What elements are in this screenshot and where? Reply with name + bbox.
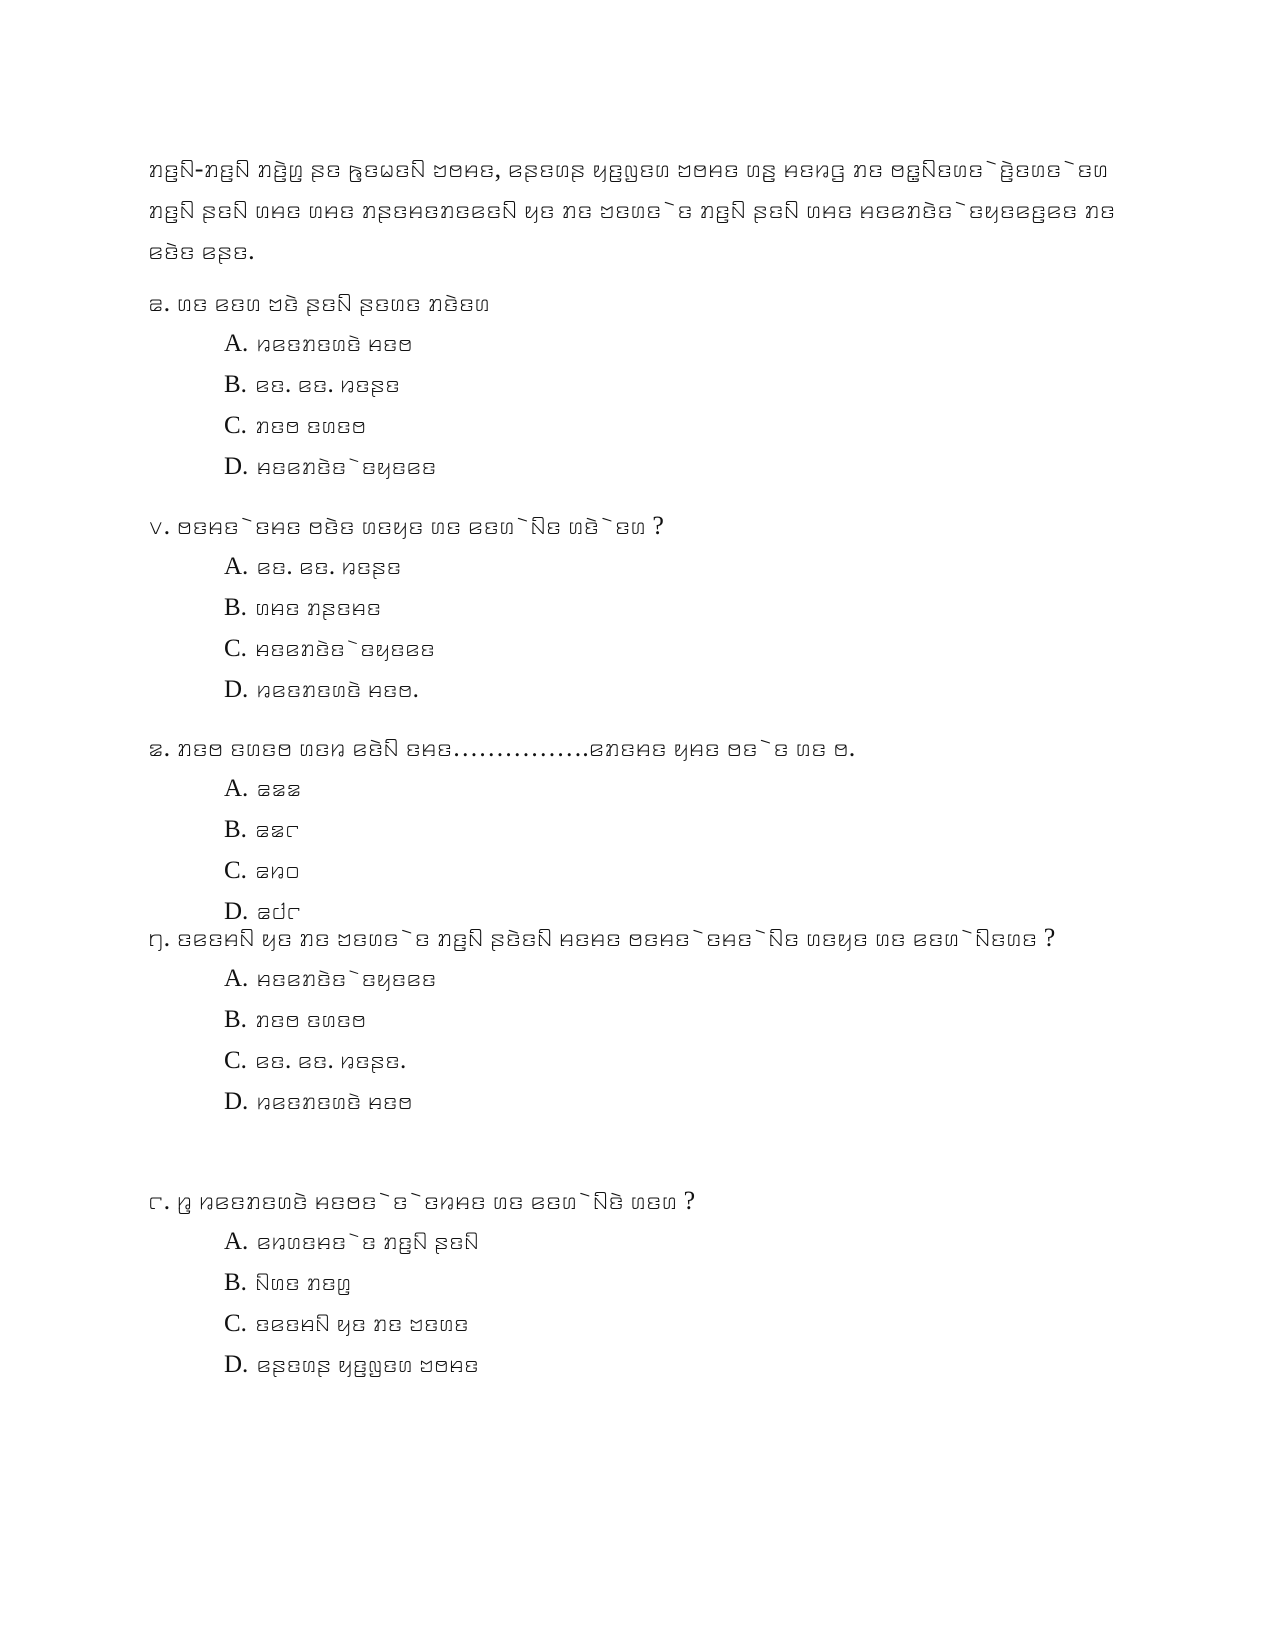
option-letter: C. xyxy=(224,1047,247,1074)
option-letter: B. xyxy=(224,371,247,398)
option-letter: B. xyxy=(224,1006,247,1033)
question-5 xyxy=(148,1180,1138,1385)
option-letter: A. xyxy=(224,330,249,357)
option-letter: D. xyxy=(224,1351,249,1378)
question-prompt: ꤥꤢꤌꤢ ꤧꤢꤌꤢ ꤥꤢꤧꤢ ꤛꤢꤟꤢ ꤛꤢ ꤕꤢꤛ ꤧꤡꤢ ꤛꤢꤧ ꤧꤢꤛ ? xyxy=(176,511,664,540)
option-letter: C. xyxy=(224,1310,247,1337)
option-text: ꤕꤙꤛꤢꤌꤢ ꤧꤢ ꤊꤢ꤬ꤡ ꤔꤢꤡ xyxy=(256,1228,479,1255)
question-3 xyxy=(148,727,1138,932)
option-text: ꤕꤢ. ꤕꤢ. ꤙꤢꤔꤢ xyxy=(256,553,402,580)
option-c xyxy=(224,405,1138,446)
option-list xyxy=(148,958,1138,1122)
question-4 xyxy=(148,917,1138,1122)
option-b xyxy=(224,809,1138,850)
option-text: ꤕꤢ. ꤕꤢ. ꤙꤢꤔꤢ. xyxy=(254,1047,407,1074)
question-number: ꤃. xyxy=(148,733,171,762)
option-a xyxy=(224,323,1138,364)
option-d xyxy=(224,1081,1138,1122)
intro-paragraph: ꤊꤢ꤬ꤡ-ꤊꤢ꤬ꤡ ꤊꤢꤧ꤬ꤛ꤬ ꤔꤢ ꤒ꤬ꤢꤗꤢꤡ ꤠꤥꤌꤢ, ꤕꤔꤢꤛꤔ ꤟꤢ꤬ꤜꤢꤛ ꤠꤥꤌꤢ ꤛꤔ꤬ ꤌꤢꤙꤞ ꤊꤢ ꤥꤢ꤭ꤡꤢꤛꤢ ꤧꤢ꤬ꤧꤢꤛꤢ ꤧꤢꤛ ꤊꤢ꤬ꤡ ꤔꤢꤡ ꤛꤌꤢ ꤛꤌꤢ ꤊꤔꤢꤌꤢꤊꤢꤕꤢꤡ ꤟꤢ ꤊꤢ ꤠꤢꤛꤢ ꤧꤢ ꤊꤢ꤬ꤡ ꤔꤢꤡ ꤛꤌꤢ ꤌꤢꤕꤊꤢꤧꤢ ꤧꤢꤟꤢꤕꤢ꤬ꤕꤢ ꤊꤢ ꤕꤢꤧꤢ ꤕꤔꤢ. xyxy=(148,154,1116,265)
question-prompt: ꤢꤕꤢꤌꤡ ꤟꤢ ꤊꤢ ꤠꤢꤛꤢ ꤧꤢ ꤊꤢ꤬ꤡ ꤔꤢꤧꤢꤡ ꤌꤢꤌꤢ ꤥꤢꤌꤢ ꤧꤢꤌꤢ ꤧꤡꤢ ꤛꤢꤟꤢ ꤛꤢ ꤕꤢꤛ ꤧꤡꤢꤛꤢ ? xyxy=(176,923,1056,952)
option-text: ꤁꤃꤃ xyxy=(256,775,302,802)
option-text: ꤙꤕꤢꤊꤢꤛꤢꤧ ꤌꤢꤥ xyxy=(256,330,413,357)
option-text: ꤕꤔꤢꤛꤔ ꤟꤢ꤬ꤜꤢꤛ ꤠꤥꤌꤢ xyxy=(256,1351,479,1378)
option-a xyxy=(224,546,1138,587)
option-list xyxy=(148,323,1138,487)
option-c xyxy=(224,1040,1138,1081)
question-number: ꤄. xyxy=(148,923,171,952)
option-text: ꤙꤕꤢꤊꤢꤛꤢꤧ ꤌꤢꤥ. xyxy=(256,676,419,703)
option-d xyxy=(224,669,1138,710)
option-letter: B. xyxy=(224,594,247,621)
option-list xyxy=(148,1221,1138,1385)
question-text xyxy=(148,282,1138,323)
option-letter: C. xyxy=(224,857,247,884)
option-text: ꤊꤢꤥ ꤢꤛꤢꤥ xyxy=(254,412,367,439)
question-text xyxy=(148,727,1138,768)
option-text: ꤁꤆꤀ xyxy=(254,857,300,884)
option-letter: D. xyxy=(224,676,249,703)
option-text: ꤊꤢꤥ ꤢꤛꤢꤥ xyxy=(254,1006,367,1033)
option-c xyxy=(224,1303,1138,1344)
option-letter: A. xyxy=(224,965,249,992)
question-prompt: ꤛꤢ ꤕꤢꤛ ꤠꤢꤧ ꤔꤢꤡ ꤔꤢꤛꤢ ꤊꤢꤧꤢꤛ xyxy=(176,288,490,317)
option-list xyxy=(148,768,1138,932)
option-text: ꤌꤢꤕꤊꤢꤧꤢ ꤧꤢꤟꤢꤕꤢ xyxy=(256,453,437,480)
option-c xyxy=(224,850,1138,891)
option-letter: A. xyxy=(224,553,249,580)
option-letter: A. xyxy=(224,775,249,802)
option-a xyxy=(224,1221,1138,1262)
option-letter: B. xyxy=(224,816,247,843)
option-letter: D. xyxy=(224,898,249,925)
question-text xyxy=(148,1180,1138,1221)
option-a xyxy=(224,768,1138,809)
option-letter: D. xyxy=(224,1088,249,1115)
option-b xyxy=(224,999,1138,1040)
question-number: ꤂. xyxy=(148,511,171,540)
option-text: ꤢꤕꤢꤌꤡ ꤟꤢ ꤊꤢ ꤠꤢꤛꤢ xyxy=(254,1310,469,1337)
option-list xyxy=(148,546,1138,710)
option-b xyxy=(224,364,1138,405)
option-text: ꤌꤢꤕꤊꤢꤧꤢ ꤧꤢꤟꤢꤕꤢ xyxy=(254,635,435,662)
question-number: ꤁. xyxy=(148,288,171,317)
question-text xyxy=(148,505,1138,546)
option-a xyxy=(224,958,1138,999)
option-b xyxy=(224,1262,1138,1303)
option-text: ꤁꤇꤅ xyxy=(256,898,302,925)
option-letter: B. xyxy=(224,1269,247,1296)
option-text: ꤙꤕꤢꤊꤢꤛꤢꤧ ꤌꤢꤥ xyxy=(256,1088,413,1115)
option-d xyxy=(224,1344,1138,1385)
option-b xyxy=(224,587,1138,628)
question-prompt: ꤙ꤬ ꤙꤕꤢꤊꤢꤛꤢꤧ ꤌꤢꤥꤢ ꤧꤢ ꤧꤢꤙꤌꤢ ꤛꤢ ꤕꤢꤛ ꤧꤡꤢꤧ ꤛꤢꤛ ? xyxy=(176,1186,696,1215)
option-letter: C. xyxy=(224,412,247,439)
option-letter: A. xyxy=(224,1228,249,1255)
option-letter: D. xyxy=(224,453,249,480)
question-prompt: ꤊꤢꤥ ꤢꤛꤢꤥ ꤛꤢꤙ ꤕꤢꤧꤡ ꤢꤌꤢ…………….ꤕꤊꤢꤌꤢ ꤟꤌꤢ ꤥꤢ ꤧꤢ ꤛꤢ ꤥ. xyxy=(176,733,856,762)
option-c xyxy=(224,628,1138,669)
question-2 xyxy=(148,505,1138,710)
question-number: ꤅. xyxy=(148,1186,171,1215)
option-text: ꤌꤢꤕꤊꤢꤧꤢ ꤧꤢꤟꤢꤕꤢ xyxy=(256,965,437,992)
option-text: ꤡꤛꤢ ꤊꤢꤛ꤬ xyxy=(254,1269,352,1296)
question-1 xyxy=(148,282,1138,487)
option-text: ꤕꤢ. ꤕꤢ. ꤙꤢꤔꤢ xyxy=(254,371,400,398)
option-d xyxy=(224,446,1138,487)
option-text: ꤛꤌꤢ ꤊꤔꤢꤌꤢ xyxy=(254,594,382,621)
question-text xyxy=(148,917,1138,958)
option-text: ꤁꤃꤅ xyxy=(254,816,300,843)
option-letter: C. xyxy=(224,635,247,662)
